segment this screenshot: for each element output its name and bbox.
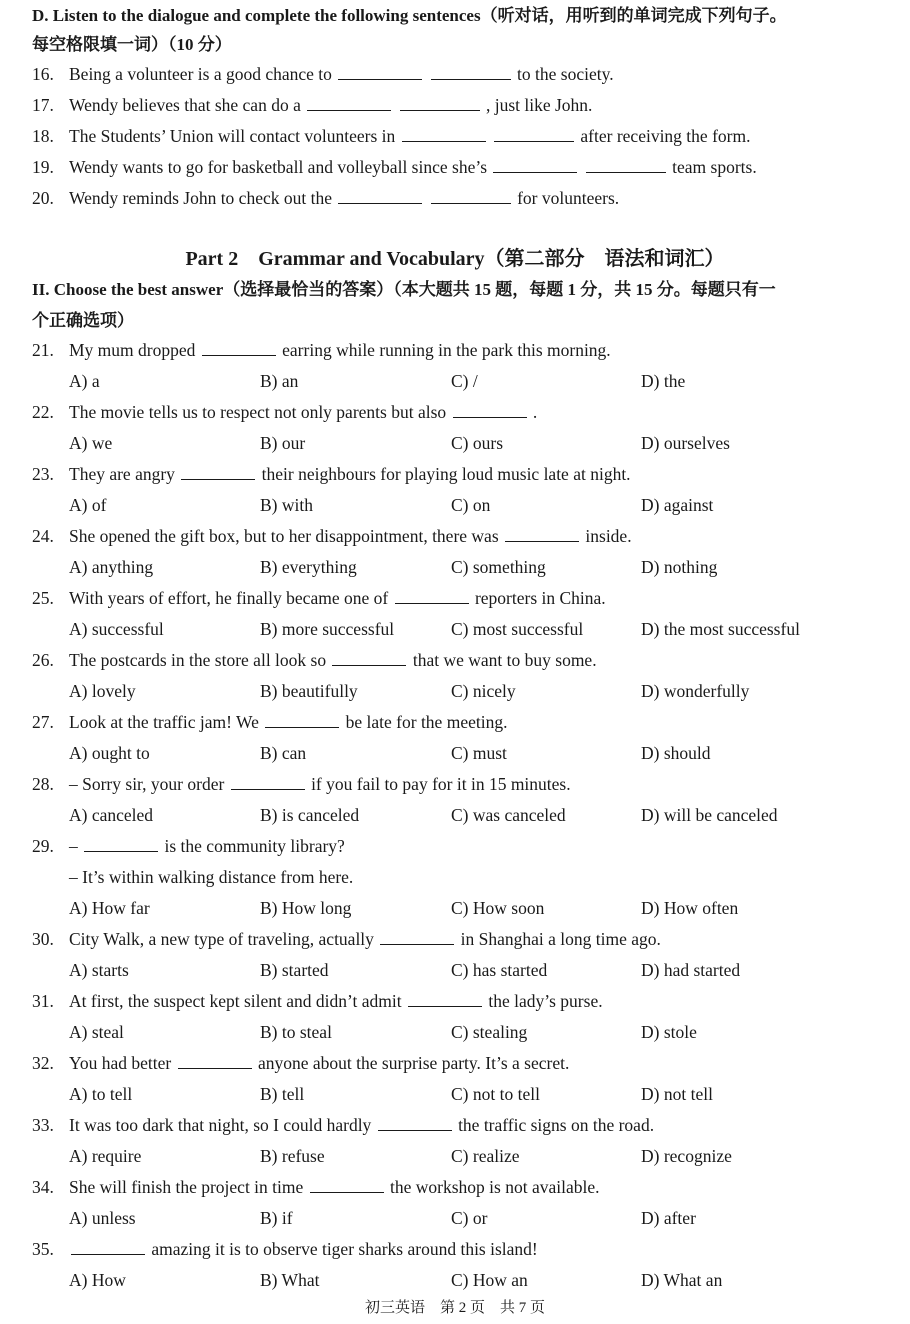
answer-option[interactable]: A) anything bbox=[69, 557, 154, 577]
answer-option[interactable]: D) had started bbox=[641, 960, 741, 980]
stem-after-blank: inside. bbox=[585, 526, 632, 546]
stem-before-blank: The Students’ Union will contact volunteers in bbox=[69, 126, 396, 146]
answer-option[interactable]: C) realize bbox=[451, 1146, 520, 1166]
part2-heading-line2: 个正确选项） bbox=[32, 311, 134, 330]
answer-blank[interactable] bbox=[380, 928, 454, 945]
stem-before-blank: At first, the suspect kept silent and didn’t admit bbox=[69, 991, 402, 1011]
stem-before-blank: It was too dark that night, so I could hardly bbox=[69, 1115, 372, 1135]
answer-option[interactable]: D) nothing bbox=[641, 557, 718, 577]
answer-blank[interactable] bbox=[453, 401, 527, 418]
question-stem bbox=[69, 648, 597, 672]
stem-after-blank: is the community library? bbox=[164, 836, 345, 856]
question-stem bbox=[69, 186, 619, 210]
stem-after-blank: the lady’s purse. bbox=[488, 991, 603, 1011]
question-number: 33. bbox=[32, 1115, 54, 1135]
question-number: 16. bbox=[32, 64, 54, 84]
answer-blank[interactable] bbox=[431, 63, 511, 80]
question-number: 23. bbox=[32, 464, 54, 484]
answer-option[interactable]: D) against bbox=[641, 495, 714, 515]
answer-option[interactable]: D) What an bbox=[641, 1270, 723, 1290]
answer-option[interactable]: A) How bbox=[69, 1270, 126, 1290]
stem-after-blank: their neighbours for playing loud music late at night. bbox=[261, 464, 631, 484]
question-stem bbox=[69, 834, 345, 858]
stem-after-blank: be late for the meeting. bbox=[345, 712, 508, 732]
answer-option[interactable]: C) most successful bbox=[451, 619, 584, 639]
answer-option[interactable]: B) How long bbox=[260, 898, 352, 918]
question-stem bbox=[69, 1237, 538, 1261]
stem-before-blank: With years of effort, he finally became one of bbox=[69, 588, 389, 608]
answer-option[interactable]: D) How often bbox=[641, 898, 739, 918]
answer-option[interactable]: A) to tell bbox=[69, 1084, 133, 1104]
answer-option[interactable]: A) unless bbox=[69, 1208, 136, 1228]
question-number: 25. bbox=[32, 588, 54, 608]
answer-option[interactable]: D) after bbox=[641, 1208, 696, 1228]
stem-after-blank: earring while running in the park this morning. bbox=[282, 340, 611, 360]
question-number: 35. bbox=[32, 1239, 54, 1259]
answer-option[interactable]: C) stealing bbox=[451, 1022, 528, 1042]
question-number: 24. bbox=[32, 526, 54, 546]
answer-blank[interactable] bbox=[231, 773, 305, 790]
answer-option[interactable]: C) has started bbox=[451, 960, 548, 980]
stem-after-blank: if you fail to pay for it in 15 minutes. bbox=[311, 774, 571, 794]
stem-after-blank: team sports. bbox=[672, 157, 757, 177]
answer-option[interactable]: B) started bbox=[260, 960, 329, 980]
answer-blank[interactable] bbox=[586, 156, 666, 173]
question-stem bbox=[69, 1051, 569, 1075]
question-stem bbox=[69, 927, 661, 951]
stem-before-blank: She will finish the project in time bbox=[69, 1177, 304, 1197]
answer-blank[interactable] bbox=[493, 156, 577, 173]
section-d-heading-line1: D. Listen to the dialogue and complete the following sentences（听对话，用听到的单词完成下列句子。 bbox=[32, 6, 787, 25]
answer-option[interactable]: C) or bbox=[451, 1208, 488, 1228]
question-stem bbox=[69, 462, 631, 486]
stem-after-blank: in Shanghai a long time ago. bbox=[460, 929, 661, 949]
answer-option[interactable]: A) How far bbox=[69, 898, 150, 918]
answer-option[interactable]: B) refuse bbox=[260, 1146, 325, 1166]
answer-option[interactable]: D) ourselves bbox=[641, 433, 730, 453]
part2-title: Part 2 Grammar and Vocabulary（第二部分 语法和词汇） bbox=[185, 248, 725, 270]
answer-option[interactable]: B) What bbox=[260, 1270, 320, 1290]
answer-option[interactable]: B) beautifully bbox=[260, 681, 358, 701]
answer-option[interactable]: C) was canceled bbox=[451, 805, 566, 825]
question-number: 29. bbox=[32, 836, 54, 856]
stem-before-blank: She opened the gift box, but to her disappointment, there was bbox=[69, 526, 499, 546]
answer-blank[interactable] bbox=[84, 835, 158, 852]
answer-option[interactable]: A) canceled bbox=[69, 805, 154, 825]
answer-blank[interactable] bbox=[338, 187, 422, 204]
answer-option[interactable]: B) tell bbox=[260, 1084, 305, 1104]
answer-option[interactable]: D) recognize bbox=[641, 1146, 732, 1166]
stem-before-blank: – bbox=[69, 836, 78, 856]
answer-blank[interactable] bbox=[494, 125, 574, 142]
stem-before-blank: Look at the traffic jam! We bbox=[69, 712, 259, 732]
question-number: 20. bbox=[32, 188, 54, 208]
answer-option[interactable]: B) everything bbox=[260, 557, 357, 577]
answer-option[interactable]: B) with bbox=[260, 495, 313, 515]
question-stem bbox=[69, 772, 571, 796]
question-stem bbox=[69, 155, 757, 179]
stem-after-blank: that we want to buy some. bbox=[412, 650, 597, 670]
question-number: 30. bbox=[32, 929, 54, 949]
question-stem bbox=[69, 989, 603, 1013]
stem-before-blank: Wendy believes that she can do a bbox=[69, 95, 301, 115]
stem-before-blank: Wendy reminds John to check out the bbox=[69, 188, 332, 208]
stem-after-blank: , just like John. bbox=[485, 95, 593, 115]
answer-blank[interactable] bbox=[402, 125, 486, 142]
dialogue-response: – It’s within walking distance from here. bbox=[69, 867, 354, 887]
answer-option[interactable]: A) successful bbox=[69, 619, 164, 639]
section-d-heading-line2: 每空格限填一词）（10 分） bbox=[32, 35, 232, 54]
answer-blank[interactable] bbox=[400, 94, 480, 111]
answer-option[interactable]: A) require bbox=[69, 1146, 142, 1166]
question-stem bbox=[69, 524, 632, 548]
answer-option[interactable]: D) not tell bbox=[641, 1084, 713, 1104]
question-number: 27. bbox=[32, 712, 54, 732]
answer-option[interactable]: A) lovely bbox=[69, 681, 136, 701]
stem-after-blank: the traffic signs on the road. bbox=[458, 1115, 655, 1135]
answer-blank[interactable] bbox=[505, 525, 579, 542]
answer-option[interactable]: D) wonderfully bbox=[641, 681, 750, 701]
answer-blank[interactable] bbox=[307, 94, 391, 111]
page-footer: 初三英语 第 2 页 共 7 页 bbox=[364, 1300, 545, 1316]
stem-after-blank: to the society. bbox=[517, 64, 614, 84]
answer-option[interactable]: B) more successful bbox=[260, 619, 395, 639]
stem-before-blank: – Sorry sir, your order bbox=[69, 774, 225, 794]
answer-option[interactable]: B) if bbox=[260, 1208, 293, 1228]
answer-option[interactable]: C) / bbox=[451, 371, 478, 391]
answer-blank[interactable] bbox=[395, 587, 469, 604]
question-number: 17. bbox=[32, 95, 54, 115]
question-stem bbox=[69, 93, 592, 117]
answer-option[interactable]: B) is canceled bbox=[260, 805, 360, 825]
answer-blank[interactable] bbox=[310, 1176, 384, 1193]
question-stem bbox=[69, 400, 537, 424]
answer-option[interactable]: B) our bbox=[260, 433, 306, 453]
stem-before-blank: You had better bbox=[69, 1053, 172, 1073]
answer-option[interactable]: D) stole bbox=[641, 1022, 697, 1042]
stem-after-blank: the workshop is not available. bbox=[390, 1177, 600, 1197]
answer-blank[interactable] bbox=[338, 63, 422, 80]
stem-after-blank: anyone about the surprise party. It’s a secret. bbox=[258, 1053, 570, 1073]
question-stem bbox=[69, 62, 614, 86]
answer-option[interactable]: C) on bbox=[451, 495, 491, 515]
answer-option[interactable]: B) to steal bbox=[260, 1022, 332, 1042]
answer-option[interactable]: B) can bbox=[260, 743, 307, 763]
stem-before-blank: They are angry bbox=[69, 464, 175, 484]
question-number: 21. bbox=[32, 340, 54, 360]
answer-option[interactable]: A) ought to bbox=[69, 743, 150, 763]
answer-blank[interactable] bbox=[378, 1114, 452, 1131]
question-number: 28. bbox=[32, 774, 54, 794]
answer-option[interactable]: A) starts bbox=[69, 960, 129, 980]
answer-blank[interactable] bbox=[178, 1052, 252, 1069]
answer-option[interactable]: A) a bbox=[69, 371, 100, 391]
question-stem bbox=[69, 1175, 600, 1199]
answer-option[interactable]: C) must bbox=[451, 743, 507, 763]
answer-blank[interactable] bbox=[181, 463, 255, 480]
question-number: 22. bbox=[32, 402, 54, 422]
answer-option[interactable]: D) the bbox=[641, 371, 686, 391]
stem-after-blank: amazing it is to observe tiger sharks around this island! bbox=[151, 1239, 538, 1259]
question-stem bbox=[69, 710, 507, 734]
answer-option[interactable]: A) of bbox=[69, 495, 107, 515]
question-number: 19. bbox=[32, 157, 54, 177]
stem-before-blank: Wendy wants to go for basketball and volleyball since she’s bbox=[69, 157, 488, 177]
answer-option[interactable]: C) something bbox=[451, 557, 546, 577]
stem-after-blank: reporters in China. bbox=[474, 588, 606, 608]
answer-option[interactable]: D) the most successful bbox=[641, 619, 800, 639]
answer-option[interactable]: C) How an bbox=[451, 1270, 528, 1290]
answer-option[interactable]: C) How soon bbox=[451, 898, 545, 918]
stem-before-blank: The postcards in the store all look so bbox=[69, 650, 327, 670]
question-stem bbox=[69, 1113, 654, 1137]
answer-blank[interactable] bbox=[202, 339, 276, 356]
question-stem bbox=[69, 338, 611, 362]
stem-before-blank: Being a volunteer is a good chance to bbox=[69, 64, 332, 84]
stem-before-blank: City Walk, a new type of traveling, actually bbox=[69, 929, 374, 949]
answer-option[interactable]: D) will be canceled bbox=[641, 805, 778, 825]
answer-blank[interactable] bbox=[408, 990, 482, 1007]
stem-before-blank: The movie tells us to respect not only parents but also bbox=[69, 402, 447, 422]
answer-option[interactable]: D) should bbox=[641, 743, 711, 763]
answer-blank[interactable] bbox=[71, 1238, 145, 1255]
part2-heading-line1: II. Choose the best answer（选择最恰当的答案）（本大题共 15 题，每题 1 分，共 15 分。每题只有一 bbox=[32, 280, 776, 299]
answer-option[interactable]: A) steal bbox=[69, 1022, 124, 1042]
answer-option[interactable]: B) an bbox=[260, 371, 299, 391]
question-number: 32. bbox=[32, 1053, 54, 1073]
answer-option[interactable]: C) nicely bbox=[451, 681, 516, 701]
question-stem bbox=[69, 586, 606, 610]
question-stem bbox=[69, 124, 750, 148]
answer-option[interactable]: C) ours bbox=[451, 433, 504, 453]
answer-blank[interactable] bbox=[332, 649, 406, 666]
question-number: 26. bbox=[32, 650, 54, 670]
question-number: 34. bbox=[32, 1177, 54, 1197]
answer-blank[interactable] bbox=[265, 711, 339, 728]
question-number: 18. bbox=[32, 126, 54, 146]
stem-after-blank: after receiving the form. bbox=[580, 126, 751, 146]
answer-option[interactable]: A) we bbox=[69, 433, 113, 453]
stem-after-blank: for volunteers. bbox=[517, 188, 620, 208]
answer-blank[interactable] bbox=[431, 187, 511, 204]
stem-after-blank: . bbox=[532, 402, 538, 422]
answer-option[interactable]: C) not to tell bbox=[451, 1084, 540, 1104]
question-number: 31. bbox=[32, 991, 54, 1011]
stem-before-blank: My mum dropped bbox=[69, 340, 196, 360]
